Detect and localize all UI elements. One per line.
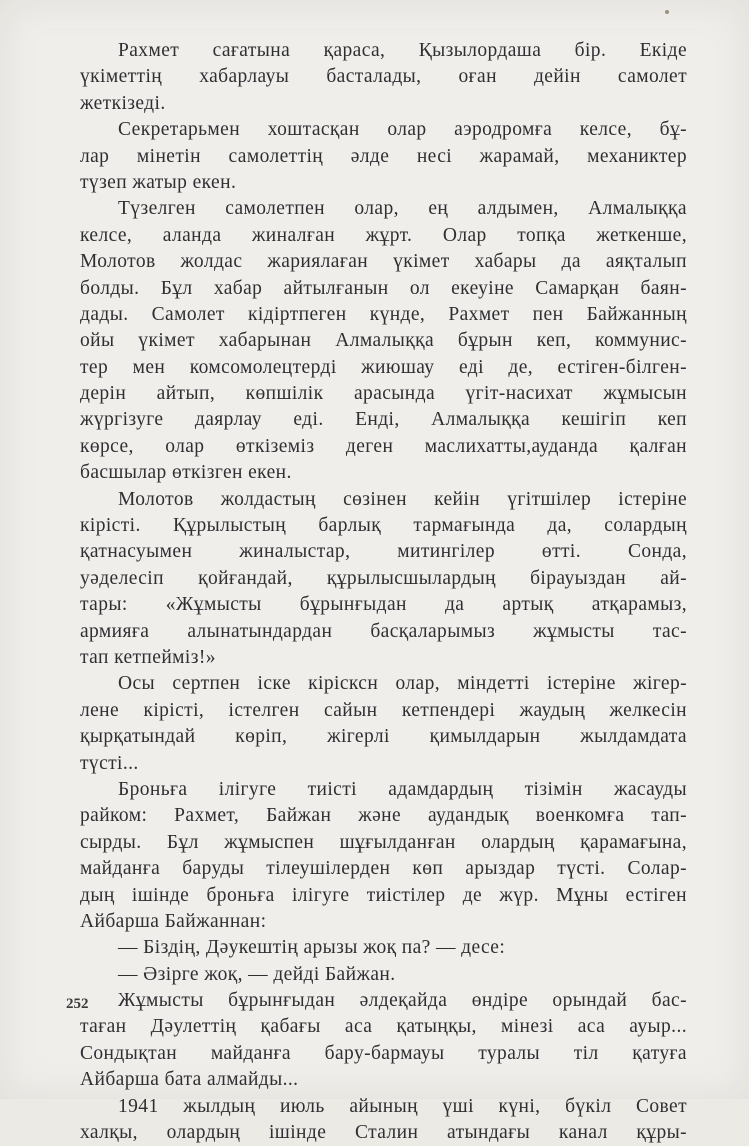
- text-line: болды. Бұл хабар айтылғанын ол екеуіне Самарқан баян-: [80, 277, 687, 299]
- text-line: Жұмысты бұрынғыдан әлдеқайда өндіре орындай бас-: [118, 990, 687, 1012]
- text-line: үкіметтің хабарлауы басталады, оған дейін самолет: [80, 66, 687, 88]
- text-line: тап кетпейміз!»: [80, 646, 216, 668]
- text-line: түсті...: [80, 752, 139, 774]
- text-line: тары: «Жұмысты бұрынғыдан да артық атқарамыз,: [80, 594, 687, 616]
- text-line: халқы, олардың ішінде Сталин атындағы канал құры-: [80, 1122, 687, 1144]
- text-line: Молотов жолдас жариялаған үкімет хабары да аяқталып: [80, 251, 687, 273]
- text-line: жеткізеді.: [80, 92, 166, 114]
- paragraph: [80, 38, 687, 117]
- text-line: қырқатындай көріп, жігерлі қимылдарын жылдамдата: [80, 726, 687, 748]
- text-line: Сондықтан майданға бару-бармауы туралы тіл қатуға: [80, 1042, 687, 1064]
- text-line: Айбарша бата алмайды...: [80, 1069, 299, 1091]
- text-line: ойы үкімет хабарынан Алмалыққа бұрын кеп, коммунис-: [80, 330, 687, 352]
- text-line: Секретарьмен хоштасқан олар аэродромға келсе, бұ-: [118, 119, 687, 141]
- paragraph: [80, 196, 687, 486]
- paragraph: [80, 988, 687, 1094]
- text-line: келсе, аланда жиналған жұрт. Олар топқа жеткенше,: [80, 224, 687, 246]
- text-line: Түзелген самолетпен олар, ең алдымен, Алмалыққа: [118, 198, 687, 220]
- text-line: жүргізуге даярлау еді. Енді, Алмалыққа кешігіп кеп: [80, 409, 687, 431]
- paragraph: [80, 962, 687, 988]
- text-line: көрсе, олар өткіземіз деген маслихатты,ауданда қалған: [80, 435, 687, 457]
- paper-speck: [665, 10, 669, 14]
- paragraph: [80, 935, 687, 961]
- text-line: майданға баруды тілеушілерден көп арыздар түсті. Солар-: [80, 858, 687, 880]
- text-line: райком: Рахмет, Байжан және аудандық военкомға тап-: [80, 805, 687, 827]
- paragraph: [80, 487, 687, 672]
- body-text: [80, 38, 687, 1146]
- text-line: қатнасуымен жиналыстар, митингілер өтті. Сонда,: [80, 541, 687, 563]
- text-line: Молотов жолдастың сөзінен кейін үгітшілер істеріне: [118, 488, 687, 510]
- text-line: кірісті. Құрылыстың барлық тармағында да, солардың: [80, 515, 687, 537]
- text-line: Осы сертпен іске кірісксн олар, міндетті істеріне жігер-: [118, 673, 687, 695]
- text-line: — Біздің, Дәукештің арызы жоқ па? — десе:: [118, 937, 506, 959]
- page-number: 252: [66, 996, 89, 1012]
- paragraph: [80, 777, 687, 935]
- text-line: лене кірісті, істелген сайын кетпендері жаудың желкесін: [80, 699, 687, 721]
- text-line: дерін айтып, көпшілік арасында үгіт-насихат жұмысын: [80, 383, 687, 405]
- text-line: 1941 жылдың июль айының үші күні, бүкіл Совет: [118, 1095, 687, 1117]
- text-line: Рахмет сағатына қараса, Қызылордаша бір. Екіде: [118, 40, 687, 61]
- text-line: түзеп жатыр екен.: [80, 171, 237, 193]
- text-line: уәделесіп қойғандай, құрылысшылардың бірауыздан ай-: [80, 567, 687, 589]
- paragraph: [80, 117, 687, 196]
- text-line: тер мен комсомолецтерді жиюшау еді де, естіген-білген-: [80, 356, 687, 378]
- text-line: сырды. Бұл жұмыспен шұғылданған олардың қарамағына,: [80, 831, 687, 853]
- text-line: таған Дәулеттің қабағы аса қатыңқы, мінезі аса ауыр...: [80, 1016, 687, 1038]
- text-line: армияға алынатындардан басқаларымыз жұмысты тас-: [80, 620, 687, 642]
- paragraph: [80, 671, 687, 777]
- text-line: — Әзірге жоқ, — дейді Байжан.: [118, 963, 396, 985]
- text-line: дың ішінде броньға ілігуге тиістілер де жүр. Мұны естіген: [80, 884, 687, 906]
- text-line: басшылар өткізген екен.: [80, 462, 292, 484]
- paragraph: [80, 1094, 687, 1146]
- text-line: Броньға ілігуге тиісті адамдардың тізімін жасауды: [118, 778, 687, 800]
- text-line: дады. Самолет кідіртпеген күнде, Рахмет пен Байжанның: [80, 303, 687, 325]
- text-line: Айбарша Байжаннан:: [80, 910, 267, 932]
- text-line: лар мінетін самолеттің әлде несі жарамай, механиктер: [80, 145, 687, 167]
